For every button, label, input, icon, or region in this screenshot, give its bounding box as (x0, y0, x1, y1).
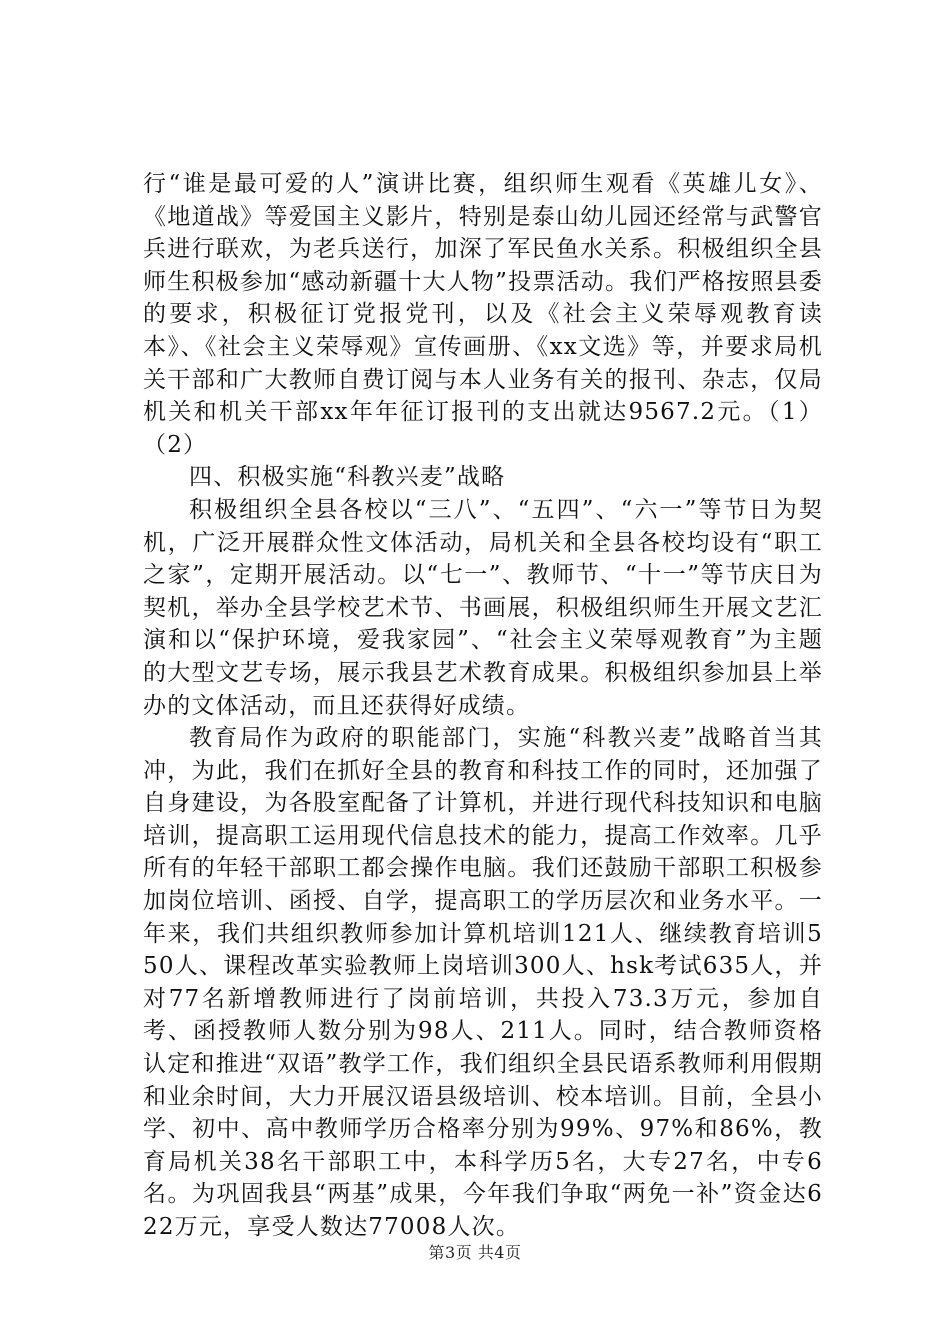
document-body (143, 168, 823, 1244)
page-footer: 第3页 共4页 (428, 1243, 522, 1262)
paragraph-continuation: 行“谁是最可爱的人”演讲比赛，组织师生观看《英雄儿女》、《地道战》等爱国主义影片，特别是泰山幼儿园还经常与武警官兵进行联欢，为老兵送行，加深了军民鱼水关系。积极组织全县师生积极参加“感动新疆十大人物”投票活动。我们严格按照县委的要求，积极征订党报党刊，以及《社会主义荣辱观教育读本》、《社会主义荣辱观》宣传画册、《xx文选》等，并要求局机关干部和广大教师自费订阅与本人业务有关的报刊、杂志，仅局机关和机关干部xx年年征订报刊的支出就达9567.2元。（1）（2） (143, 171, 823, 458)
section-heading: 四、积极实施“科教兴麦”战略 (189, 464, 506, 491)
paragraph-cultural-activities: 积极组织全县各校以“三八”、“五四”、“六一”等节日为契机，广泛开展群众性文体活动，局机关和全县各校均设有“职工之家”，定期开展活动。以“七一”、教师节、“十一”等节庆日为契机，举办全县学校艺术节、书画展，积极组织师生开展文艺汇演和以“保护环境，爱我家园”、“社会主义荣辱观教育”为主题的大型文艺专场，展示我县艺术教育成果。积极组织参加县上举办的文体活动，而且还获得好成绩。 (143, 496, 823, 719)
paragraph-training: 教育局作为政府的职能部门，实施“科教兴麦”战略首当其冲，为此，我们在抓好全县的教育和科技工作的同时，还加强了自身建设，为各股室配备了计算机，并进行现代科技知识和电脑培训，提高职工运用现代信息技术的能力，提高工作效率。几乎所有的年轻干部职工都会操作电脑。我们还鼓励干部职工积极参加岗位培训、函授、自学，提高职工的学历层次和业务水平。一年来，我们共组织教师参加计算机培训121人、继续教育培训550人、课程改革实验教师上岗培训300人、hsk考试635人，并对77名新增教师进行了岗前培训，共投入73.3万元，参加自考、函授教师人数分别为98人、211人。同时，结合教师资格认定和推进“双语”教学工作，我们组织全县民语系教师利用假期和业余时间，大力开展汉语县级培训、校本培训。目前，全县小学、初中、高中教师学历合格率分别为99%、97%和86%，教育局机关38名干部职工中，本科学历5名，大专27名，中专6名。为巩固我县“两基”成果，今年我们争取“两免一补”资金达622万元，享受人数达77008人次。 (143, 725, 823, 1240)
